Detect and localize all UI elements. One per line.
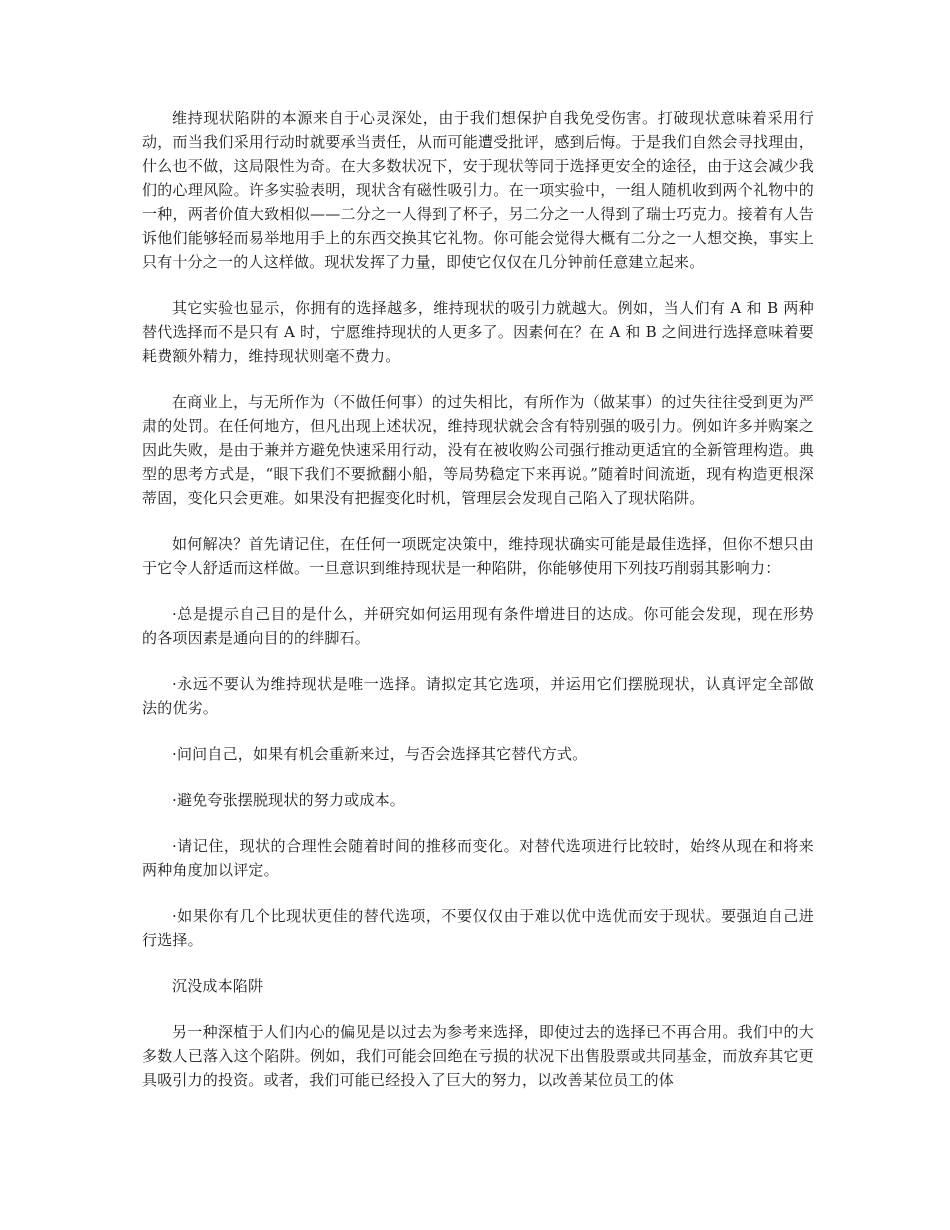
document-page	[142, 106, 814, 1092]
paragraph-sunk-cost: 另一种深植于人们内心的偏见是以过去为参考来选择，即使过去的选择已不再合用。我们中的大多数人已落入这个陷阱。例如，我们可能会回绝在亏损的状况下出售股票或共同基金，而放弃其它更具吸引力的投资。或者，我们可能已经投入了巨大的努力，以改善某位员工的体	[142, 1023, 814, 1089]
list-item-ask-yourself: ·问问自己，如果有机会重新来过，与否会选择其它替代方式。	[172, 745, 588, 763]
list-item-not-only-choice: ·永远不要认为维持现状是唯一选择。请拟定其它选项，并运用它们摆脱现状，认真评定全部做法的优劣。	[142, 675, 814, 717]
paragraph-business: 在商业上，与无所作为（不做任何事）的过失相比，有所作为（做某事）的过失往往受到更为严肃的处罚。在任何地方，但凡出现上述状况，维持现状就会含有特别强的吸引力。例如许多并购案之因此失败，是由于兼并方避免快速采用行动，没有在被收购公司强行推动更适宜的全新管理构造。典型的思考方式是，“眼下我们不要掀翻小船，等局势稳定下来再说。”随着时间流逝，现有构造更根深蒂固，变化只会更难。如果没有把握变化时机，管理层会发现自己陷入了现状陷阱。	[142, 393, 814, 507]
list-item-remember-change: ·请记住，现状的合理性会随着时间的推移而变化。对替代选项进行比较时，始终从现在和将来两种角度加以评定。	[142, 837, 814, 879]
list-item-force-choice: ·如果你有几个比现状更佳的替代选项，不要仅仅由于难以优中选优而安于现状。要强迫自己进行选择。	[142, 907, 814, 949]
list-item-avoid-exaggeration: ·避免夸张摆脱现状的努力或成本。	[172, 791, 405, 809]
section-heading: 沉没成本陷阱	[172, 977, 264, 995]
paragraph-how-to-solve: 如何解决？首先请记住，在任何一项既定决策中，维持现状确实可能是最佳选择，但你不想只由于它令人舒适而这样做。一旦意识到维持现状是一种陷阱，你能够使用下列技巧削弱其影响力：	[142, 535, 814, 577]
paragraph-more-choices: 其它实验也显示，你拥有的选择越多，维持现状的吸引力就越大。例如，当人们有 A 和 B 两种替代选择而不是只有 A 时，宁愿维持现状的人更多了。因素何在？在 A 和 B 之间进行选择意味着要耗费额外精力，维持现状则毫不费力。	[142, 299, 814, 365]
paragraph-status-quo-origin: 维持现状陷阱的本源来自于心灵深处，由于我们想保护自我免受伤害。打破现状意味着采用行动，而当我们采用行动时就要承当责任，从而可能遭受批评，感到后悔。于是我们自然会寻找理由，什么也不做，这局限性为奇。在大多数状况下，安于现状等同于选择更安全的途径，由于这会减少我们的心理风险。许多实验表明，现状含有磁性吸引力。在一项实验中，一组人随机收到两个礼物中的一种，两者价值大致相似——二分之一人得到了杯子，另二分之一人得到了瑞士巧克力。接着有人告诉他们能够轻而易举地用手上的东西交换其它礼物。你可能会觉得大概有二分之一人想交换，事实上只有十分之一的人这样做。现状发挥了力量，即使它仅仅在几分钟前任意建立起来。	[142, 109, 814, 271]
list-item-remind-goals: ·总是提示自己目的是什么，并研究如何运用现有条件增进目的达成。你可能会发现，现在形势的各项因素是通向目的的绊脚石。	[142, 605, 814, 647]
